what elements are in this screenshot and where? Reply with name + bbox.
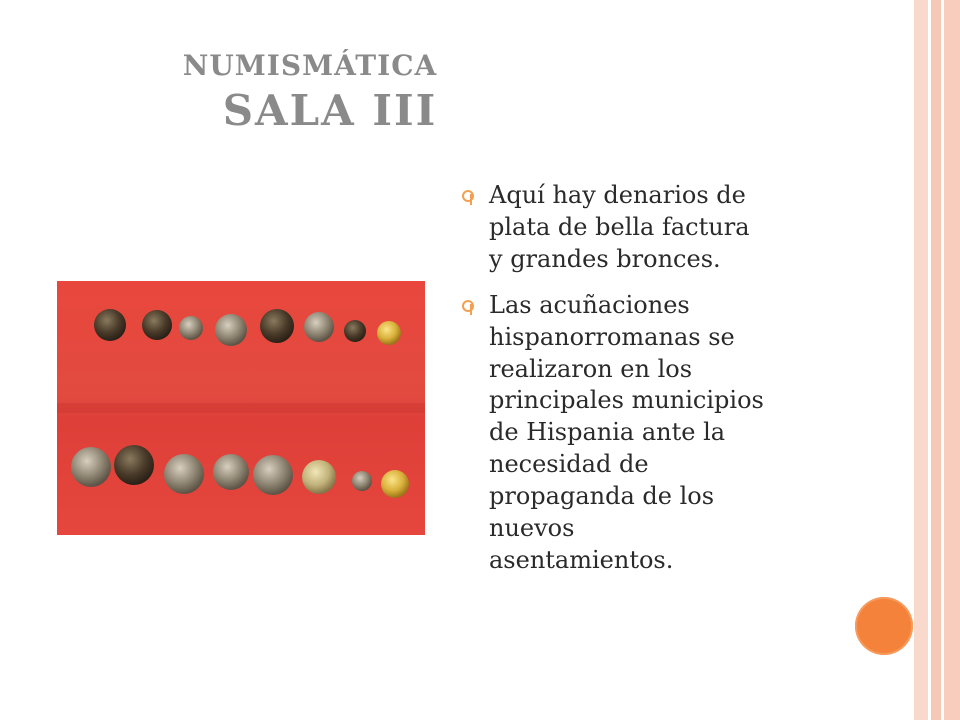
coin <box>164 454 204 494</box>
coin <box>344 320 366 342</box>
title-line-1: NUMISMÁTICA <box>182 49 438 82</box>
coin <box>260 309 294 343</box>
title-line-2: SALA III <box>222 86 438 135</box>
bullet-icon <box>462 300 474 312</box>
coin-row-top <box>94 309 401 346</box>
bullet-icon <box>462 190 474 202</box>
photo-shelf-band <box>57 403 425 413</box>
bullet-item <box>460 290 840 577</box>
bullet-text: Aquí hay denarios de plata de bella factura y grandes bronces. <box>489 181 750 273</box>
bullet-item <box>460 180 840 276</box>
coin <box>304 312 334 342</box>
coin <box>377 321 401 345</box>
coin <box>302 460 336 494</box>
coin <box>94 309 126 341</box>
coin-collection-photo <box>57 281 425 535</box>
decorative-stripes <box>914 0 960 720</box>
bullet-text: Las acuñaciones hispanorromanas se realizaron en los principales municipios de Hispania ante la necesidad de propaganda de los nuevos asentamientos. <box>489 290 764 574</box>
bullet-list <box>460 180 840 591</box>
coin <box>71 447 111 487</box>
coin-row-bottom <box>71 445 409 498</box>
coin <box>142 310 172 340</box>
coin <box>213 454 249 490</box>
coin <box>215 314 247 346</box>
coin <box>114 445 154 485</box>
decorative-circle-icon <box>855 597 913 655</box>
coin <box>352 471 372 491</box>
coin <box>179 316 203 340</box>
coin <box>253 455 293 495</box>
coin <box>381 470 409 498</box>
slide-title <box>130 49 750 135</box>
